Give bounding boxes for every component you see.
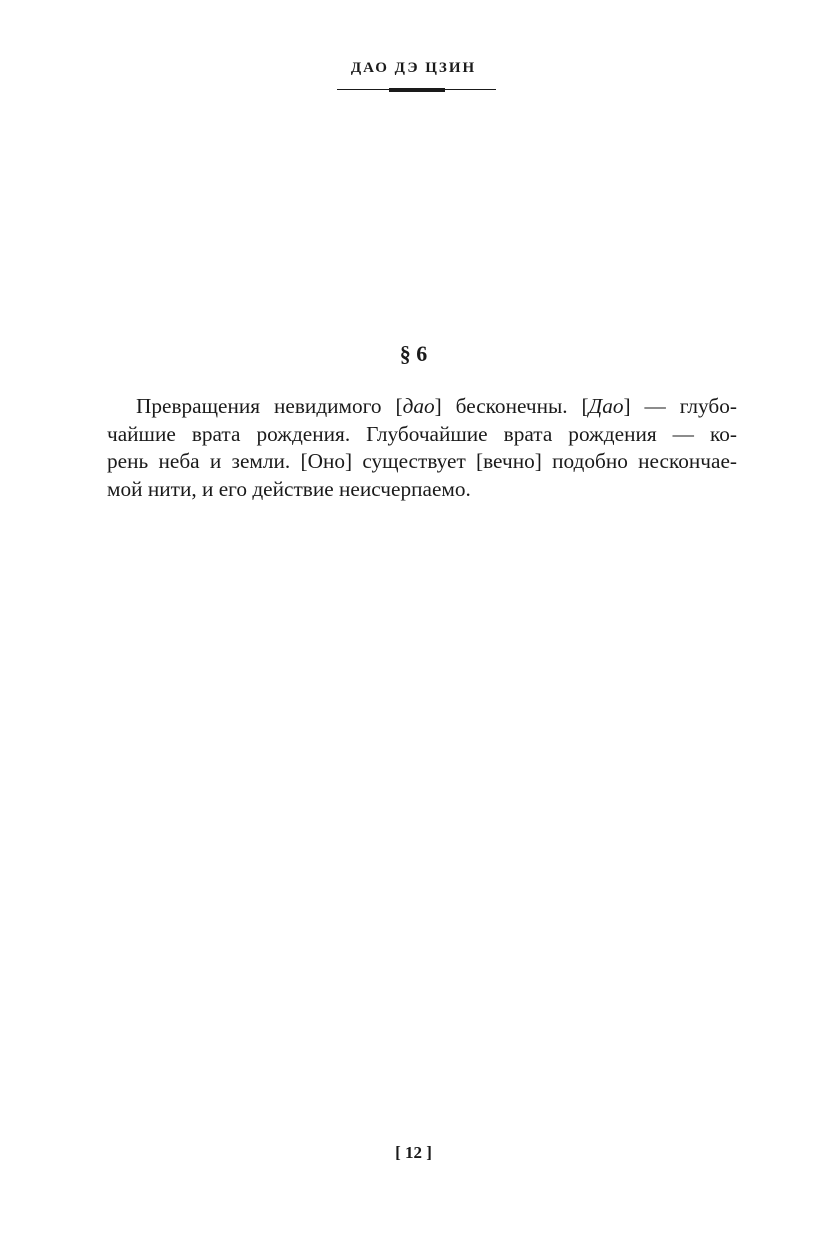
section-title: § 6 xyxy=(399,341,428,366)
running-head: ДАО ДЭ ЦЗИН xyxy=(350,60,477,76)
text-fragment: ] бесконечны. [ xyxy=(434,394,589,418)
page-number: [ 12 ] xyxy=(395,1143,432,1162)
text-fragment: ] — глубо- xyxy=(623,394,737,418)
italic-term-dao: дао xyxy=(402,394,435,418)
italic-term-dao-capitalized: Дао xyxy=(588,394,624,418)
paragraph xyxy=(107,393,737,503)
paragraph-line-1 xyxy=(107,393,737,421)
paragraph-line-3: рень неба и земли. [Оно] существует [вечно] подобно нескончае- xyxy=(107,449,737,473)
header-rule-ornament xyxy=(389,88,445,92)
text-fragment: Превращения невидимого [ xyxy=(136,394,403,418)
paragraph-line-2: чайшие врата рождения. Глубочайшие врата рождения — ко- xyxy=(107,421,737,446)
paragraph-line-4: мой нити, и его действие неисчерпаемо. xyxy=(107,476,471,501)
